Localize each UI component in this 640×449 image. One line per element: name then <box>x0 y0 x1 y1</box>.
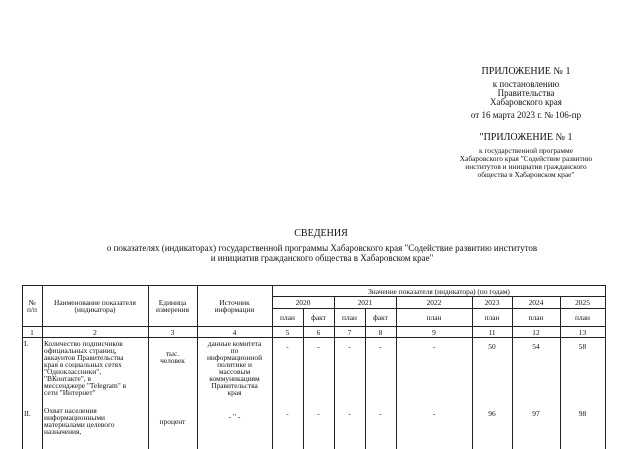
header-fact-2021: факт <box>373 313 388 322</box>
header-year-2022: 2022 <box>426 298 442 307</box>
col-number: 11 <box>488 328 496 337</box>
doc-subtitle-line-2: и инициатив гражданского общества в Хабаровском крае" <box>210 253 434 263</box>
header-values: Значение показателя (индикатора) (по годам) <box>368 287 510 296</box>
row-unit: тыс. человек <box>160 349 185 366</box>
header-plan-2022: план <box>426 313 442 322</box>
col-number: 2 <box>93 328 97 337</box>
col-number: 13 <box>578 328 587 337</box>
header-source: Источник информации <box>214 298 255 315</box>
appendix-line-3: Хабаровского края <box>490 97 562 107</box>
row-value: - <box>348 409 351 418</box>
col-number: 1 <box>30 328 34 337</box>
appendix2-title: "ПРИЛОЖЕНИЕ № 1 <box>479 132 573 143</box>
row-value: 97 <box>532 409 540 418</box>
row-unit: процент <box>159 417 186 426</box>
col-number: 8 <box>378 328 383 337</box>
header-plan-2021: план <box>342 313 357 322</box>
header-plan-2024: план <box>528 313 544 322</box>
header-fact-2020: факт <box>311 313 326 322</box>
row-value: - <box>286 409 289 418</box>
row-source: данные комитета по информационной политике и массовым коммуникациям Правительства края <box>206 339 263 398</box>
row-num: II. <box>24 409 31 418</box>
col-number: 12 <box>532 328 540 337</box>
header-year-2025: 2025 <box>575 298 590 307</box>
row-value: - <box>379 342 382 351</box>
header-plan-2023: план <box>484 313 500 322</box>
row-value: - <box>286 342 289 351</box>
header-year-2020: 2020 <box>295 298 311 307</box>
header-unit: Единица измерения <box>155 298 189 315</box>
row-value: - <box>348 342 351 351</box>
appendix2-line-1: к государственной программе <box>479 146 573 155</box>
col-number: 3 <box>170 328 175 337</box>
header-year-2024: 2024 <box>528 298 544 307</box>
col-number: 6 <box>316 328 321 337</box>
row-value: 54 <box>532 342 540 351</box>
row-num: I. <box>24 339 29 348</box>
header-num: № п/п <box>27 298 37 315</box>
appendix2-line-2: Хабаровского края "Содействие развитию <box>459 154 593 163</box>
row-name: Количество подписчиков официальных страниц, аккаунтов Правительства края в социальных сетях "Одноклассники", "ВКонтакте", в мессенджере "Telegram" в сети "Интернет" <box>44 339 127 398</box>
appendix-line-1: к постановлению <box>492 79 560 89</box>
row-value: 96 <box>488 409 496 418</box>
appendix2-line-3: институтов и инициатив гражданского <box>465 162 587 171</box>
appendix-line-2: Правительства <box>497 88 555 98</box>
header-year-2023: 2023 <box>484 298 500 307</box>
row-name: Охват населения информационными материалами целевого назначения, <box>44 406 115 437</box>
row-value: 98 <box>578 409 587 418</box>
header-plan-2020: план <box>280 313 295 322</box>
header-name: Наименование показателя (индикатора) <box>54 298 136 315</box>
doc-subtitle-line-1: о показателях (индикаторах) государственной программы Хабаровского края "Содействие развитию институтов <box>106 243 538 253</box>
row-source: - " - <box>228 412 241 421</box>
header-year-2021: 2021 <box>357 298 373 307</box>
appendix2-line-4: общества в Хабаровском крае" <box>477 170 575 179</box>
col-number: 5 <box>285 328 290 337</box>
row-value: 58 <box>578 342 587 351</box>
row-value: - <box>379 409 382 418</box>
appendix-date: от 16 марта 2023 г. № 106-пр <box>470 110 582 120</box>
row-value: - <box>432 342 436 351</box>
doc-title: СВЕДЕНИЯ <box>294 228 348 239</box>
col-number: 7 <box>347 328 352 337</box>
row-value: - <box>432 409 436 418</box>
appendix-title: ПРИЛОЖЕНИЕ № 1 <box>481 66 571 77</box>
col-number: 4 <box>232 328 237 337</box>
row-value: - <box>317 409 320 418</box>
row-value: - <box>317 342 320 351</box>
row-value: 50 <box>488 342 496 351</box>
header-plan-2025: план <box>575 313 590 322</box>
col-number: 9 <box>432 328 436 337</box>
